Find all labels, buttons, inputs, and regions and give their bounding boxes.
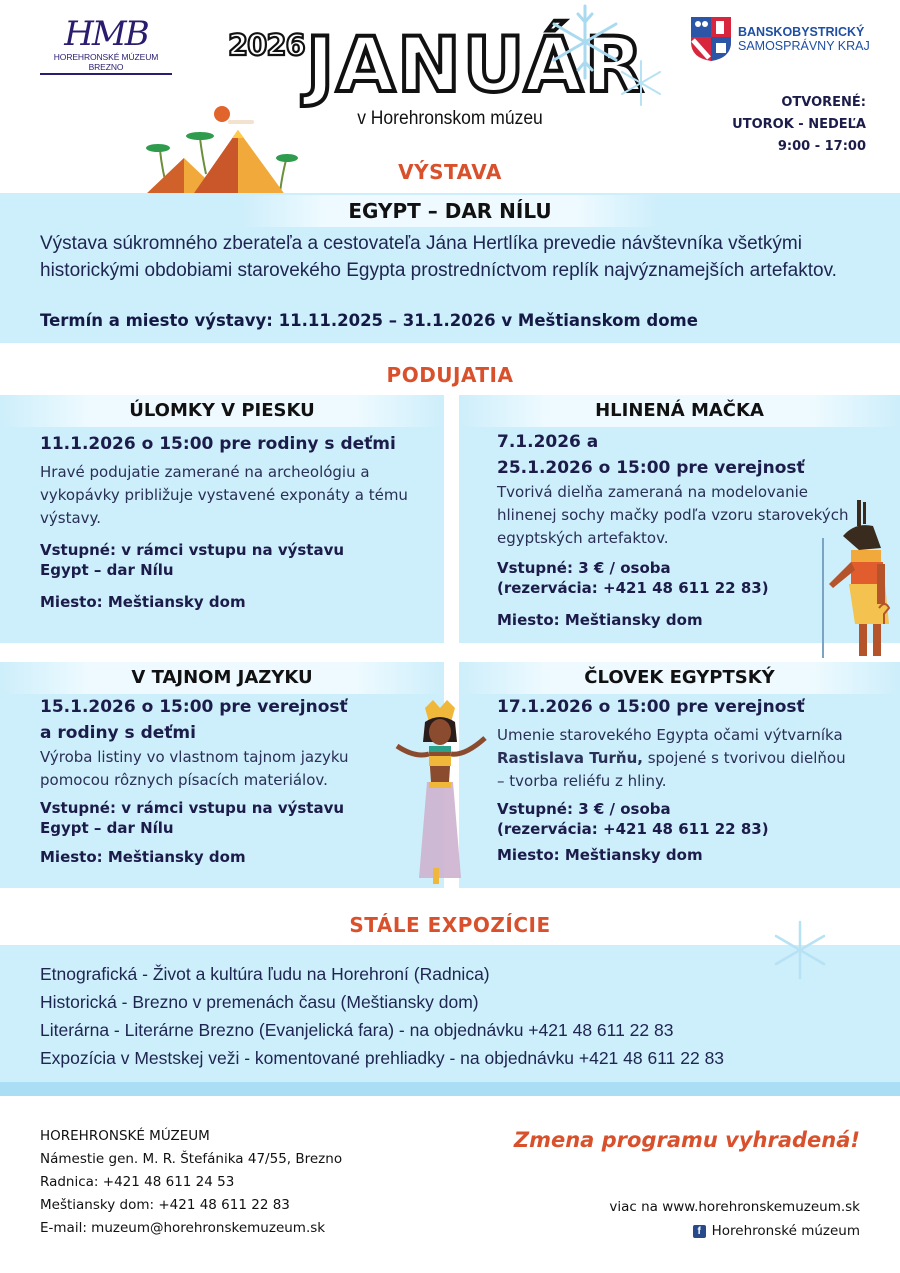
event-date: 15.1.2026 o 15:00 pre verejnosť — [40, 697, 348, 717]
event-description: Hravé podujatie zamerané na archeológiu a vykopávky približuje vystavené exponáty a tému výstavy. — [40, 463, 408, 527]
opening-hours — [732, 92, 866, 158]
event-place: Miesto: Meštiansky dom — [497, 611, 703, 629]
phone-mestiansky: Meštiansky dom: +421 48 611 22 83 — [40, 1197, 290, 1213]
event-place: Miesto: Meštiansky dom — [40, 593, 246, 611]
logo-subtitle: HOREHRONSKÉ MÚZEUM BREZNO — [40, 52, 172, 75]
permanent-item: Etnografická - Život a kultúra ľudu na Horehroní (Radnica) — [40, 964, 490, 984]
event-place: Miesto: Meštiansky dom — [497, 846, 703, 864]
facebook-label: Horehronské múzeum — [711, 1223, 860, 1239]
section-title-permanent: STÁLE EXPOZÍCIE — [349, 913, 551, 937]
event-fee — [497, 799, 900, 839]
event-fee-line: (rezervácia: +421 48 611 22 83) — [497, 820, 769, 838]
event-fee-line: Vstupné: 3 € / osoba — [497, 559, 671, 577]
event-card — [0, 662, 444, 888]
event-card — [0, 395, 444, 643]
event-fee-line: (rezervácia: +421 48 611 22 83) — [497, 579, 769, 597]
event-date: 11.1.2026 o 15:00 pre rodiny s deťmi — [40, 434, 396, 454]
exhibition-description: Výstava súkromného zberateľa a cestovateľa Jána Hertlíka prevedie návštevníka všetkými historickými obdobiami starovekého Egypta prostredníctvom replík najvýznamejších artefaktov. — [40, 233, 837, 281]
event-fee — [40, 540, 444, 580]
permanent-item: Historická - Brezno v premenách času (Meštiansky dom) — [40, 992, 479, 1012]
event-fee-line: Vstupné: v rámci vstupu na výstavu — [40, 541, 345, 559]
event-title: ÚLOMKY V PIESKU — [0, 395, 444, 427]
divider — [0, 1082, 900, 1096]
section-title-events: PODUJATIA — [386, 363, 514, 387]
coat-of-arms-icon — [690, 16, 732, 62]
permanent-list — [40, 960, 724, 1072]
event-fee-line: Egypt – dar Nílu — [40, 561, 174, 579]
event-description — [497, 724, 857, 793]
email-link[interactable]: E-mail: muzeum@horehronskemuzeum.sk — [40, 1220, 326, 1236]
exhibition-title: EGYPT – DAR NÍLU — [240, 195, 660, 227]
event-description-text: spojené s tvorivou dielňou – tvorba reliéfu z hliny. — [497, 749, 846, 790]
page-subtitle: v Horehronskom múzeu — [357, 108, 543, 129]
partner-logo — [690, 16, 870, 62]
hmb-logo — [40, 16, 172, 75]
facebook-icon: f — [693, 1225, 706, 1238]
hours-label: OTVORENÉ: — [781, 95, 866, 110]
hours-days: UTOROK - NEDEĽA — [732, 117, 866, 132]
event-date: a rodiny s deťmi — [40, 723, 196, 743]
phone-radnica: Radnica: +421 48 611 24 53 — [40, 1174, 235, 1190]
event-card — [459, 662, 900, 888]
logo-mark: HMB — [64, 14, 148, 54]
permanent-item: Literárna - Literárne Brezno (Evanjelická fara) - na objednávku +421 48 611 22 83 — [40, 1020, 674, 1040]
year-label: 2026 — [228, 28, 305, 62]
facebook-link[interactable] — [693, 1220, 860, 1243]
hours-time: 9:00 - 17:00 — [777, 139, 866, 154]
snowflake-icon — [616, 58, 666, 108]
event-title: ČLOVEK EGYPTSKÝ — [459, 662, 900, 694]
event-date: 7.1.2026 a — [497, 432, 599, 452]
snowflake-icon — [770, 920, 830, 980]
artist-name: Rastislava Turňu, — [497, 749, 643, 767]
egyptian-queen-illustration-icon — [385, 698, 495, 888]
event-fee-line: Egypt – dar Nílu — [40, 819, 174, 837]
address: Námestie gen. M. R. Štefánika 47/55, Brezno — [40, 1151, 343, 1167]
event-fee-line: Vstupné: v rámci vstupu na výstavu — [40, 799, 345, 817]
partner-name-line2: SAMOSPRÁVNY KRAJ — [738, 39, 870, 53]
exhibition-term: Termín a miesto výstavy: 11.11.2025 – 31.1.2026 v Meštianskom dome — [40, 311, 698, 330]
contact-info — [40, 1125, 342, 1240]
event-fee — [40, 798, 444, 838]
event-title: V TAJNOM JAZYKU — [0, 662, 444, 694]
event-description: Tvorivá dielňa zameraná na modelovanie hlinenej sochy mačky podľa vzoru starovekých egyptských artefaktov. — [497, 483, 849, 547]
web-links — [609, 1196, 860, 1243]
partner-name-line1: BANSKOBYSTRICKÝ — [738, 25, 865, 39]
program-notice: Zmena programu vyhradená! — [513, 1128, 860, 1152]
website-link[interactable]: viac na www.horehronskemuzeum.sk — [609, 1199, 860, 1215]
event-place: Miesto: Meštiansky dom — [40, 848, 246, 866]
event-date: 25.1.2026 o 15:00 pre verejnosť — [497, 458, 805, 478]
event-title: HLINENÁ MAČKA — [459, 395, 900, 427]
permanent-item: Expozícia v Mestskej veži - komentované prehliadky - na objednávku +421 48 611 22 83 — [40, 1048, 725, 1068]
event-description: Výroba listiny vo vlastnom tajnom jazyku pomocou rôznych písacích materiálov. — [40, 748, 349, 789]
section-title-exhibition: VÝSTAVA — [398, 160, 502, 184]
event-description-text: Umenie starovekého Egypta očami výtvarníka — [497, 726, 843, 744]
page-title: JANUÁR — [306, 20, 646, 109]
egyptian-god-illustration-icon — [815, 498, 895, 664]
event-fee-line: Vstupné: 3 € / osoba — [497, 800, 671, 818]
event-date: 17.1.2026 o 15:00 pre verejnosť — [497, 697, 805, 717]
org-name: HOREHRONSKÉ MÚZEUM — [40, 1128, 210, 1144]
